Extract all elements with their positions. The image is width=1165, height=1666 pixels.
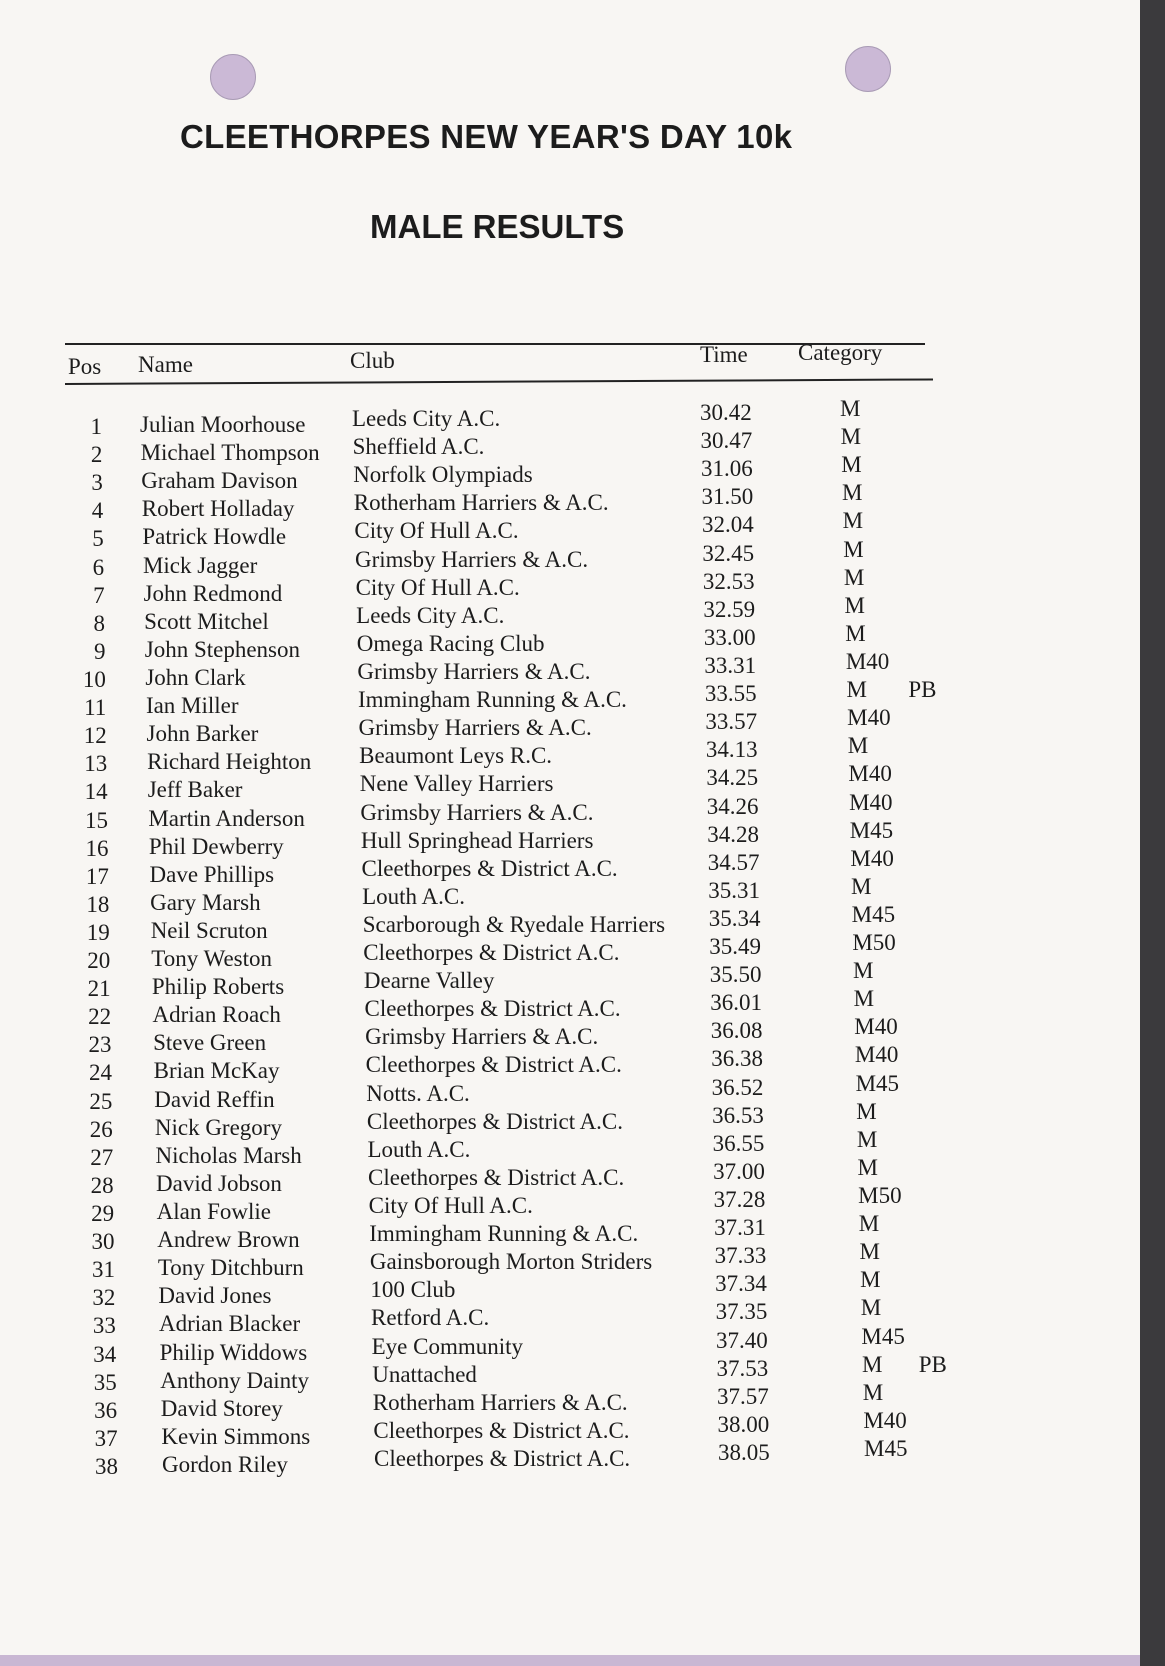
cell-time: 36.01 (710, 990, 762, 1016)
cell-time: 33.00 (703, 624, 756, 650)
cell-name: Graham Davison (141, 468, 298, 494)
cell-category: M40 (850, 845, 894, 871)
cell-pos: 1 (90, 414, 102, 439)
cell-time: 31.06 (700, 456, 753, 482)
cell-category: M40 (854, 1014, 898, 1040)
cell-pos: 19 (86, 919, 110, 945)
cell-pos: 18 (86, 891, 110, 917)
cell-name: Nick Gregory (154, 1114, 282, 1140)
cell-category: M (840, 424, 862, 450)
cell-pos: 24 (88, 1060, 112, 1086)
cell-pos: 11 (84, 695, 107, 721)
cell-time: 37.33 (714, 1243, 767, 1269)
cell-club: Leeds City A.C. (356, 602, 505, 628)
cell-category: M45 (849, 817, 894, 843)
header-bottom-rule (65, 378, 933, 385)
cell-category: M (860, 1267, 881, 1293)
cell-note: PB (908, 677, 937, 703)
cell-category: M (856, 1126, 878, 1152)
cell-name: Ian Miller (145, 693, 239, 719)
cell-pos: 20 (87, 948, 111, 974)
cell-club: Cleethorpes & District A.C. (365, 1052, 622, 1078)
cell-club: Leeds City A.C. (352, 406, 501, 431)
cell-pos: 28 (90, 1172, 114, 1198)
cell-name: Alan Fowlie (156, 1199, 271, 1225)
cell-category: M40 (863, 1407, 907, 1433)
cell-club: Gainsborough Morton Striders (369, 1249, 653, 1275)
cell-time: 36.55 (712, 1130, 765, 1156)
cell-name: Brian McKay (153, 1058, 280, 1084)
cell-category: M (846, 677, 867, 703)
cell-name: Dave Phillips (149, 861, 275, 887)
cell-name: Adrian Roach (152, 1002, 281, 1028)
cell-club: Cleethorpes & District A.C. (368, 1164, 625, 1190)
cell-pos: 35 (93, 1369, 117, 1395)
cell-pos: 8 (93, 610, 106, 636)
cell-name: Scott Mitchel (144, 608, 269, 634)
cell-pos: 26 (89, 1116, 113, 1142)
cell-name: Richard Heighton (147, 749, 312, 775)
cell-category: M (859, 1239, 880, 1265)
cell-category: M40 (854, 1042, 899, 1068)
cell-pos: 16 (85, 835, 109, 861)
cell-category: M (858, 1211, 880, 1237)
cell-club: City Of Hull A.C. (355, 574, 520, 600)
cell-club: Sheffield A.C. (352, 434, 485, 460)
cell-club: Grimsby Harriers & A.C. (365, 1024, 599, 1050)
cell-name: Gary Marsh (150, 889, 261, 915)
cell-category: M40 (847, 705, 891, 731)
cell-time: 32.59 (703, 596, 756, 622)
cell-time: 34.13 (705, 737, 758, 763)
cell-name: Michael Thompson (140, 440, 320, 466)
cell-name: Martin Anderson (148, 805, 305, 831)
cell-club: Immingham Running & A.C. (357, 687, 627, 713)
cell-category: M (860, 1295, 882, 1321)
cell-name: Julian Moorhouse (140, 412, 306, 437)
cell-name: Robert Holladay (141, 496, 295, 522)
cell-time: 34.26 (706, 793, 759, 819)
cell-pos: 34 (93, 1341, 117, 1367)
cell-pos: 22 (88, 1004, 112, 1030)
cell-club: Beaumont Leys R.C. (359, 743, 553, 769)
cell-category: M (841, 480, 863, 506)
cell-category: M50 (852, 930, 896, 956)
cell-club: Notts. A.C. (366, 1080, 470, 1106)
cell-name: Jeff Baker (147, 777, 243, 803)
cell-name: Mick Jagger (142, 552, 258, 578)
cell-category: M (840, 396, 861, 421)
cell-club: Cleethorpes & District A.C. (366, 1108, 624, 1134)
cell-category: M40 (848, 761, 892, 787)
punch-hole-right (845, 46, 891, 92)
header-name: Name (138, 352, 193, 377)
cell-time: 30.47 (700, 428, 753, 454)
cell-pos: 2 (90, 442, 103, 468)
cell-club: Omega Racing Club (356, 630, 545, 656)
cell-time: 37.34 (715, 1271, 767, 1297)
cell-club: 100 Club (370, 1277, 456, 1303)
cell-club: Scarborough & Ryedale Harriers (362, 911, 666, 937)
cell-time: 36.08 (710, 1018, 763, 1044)
cell-club: Retford A.C. (371, 1305, 490, 1331)
cell-pos: 33 (92, 1313, 116, 1339)
cell-pos: 6 (92, 554, 105, 580)
cell-category: M (845, 620, 866, 646)
cell-pos: 25 (89, 1088, 113, 1114)
cell-pos: 5 (92, 526, 104, 552)
cell-name: Neil Scruton (150, 917, 268, 943)
cell-category: M (853, 986, 875, 1012)
cell-time: 35.49 (709, 934, 761, 960)
cell-club: Grimsby Harriers & A.C. (357, 658, 591, 684)
punch-hole-left (210, 54, 256, 100)
cell-category: M (852, 958, 874, 984)
cell-pos: 13 (84, 751, 108, 777)
cell-club: Dearne Valley (363, 968, 495, 994)
cell-time: 38.00 (717, 1411, 770, 1437)
cell-note: PB (918, 1351, 947, 1377)
cell-category: M (843, 564, 865, 590)
cell-pos: 3 (91, 470, 103, 496)
cell-pos: 29 (91, 1201, 115, 1227)
cell-category: M45 (864, 1436, 908, 1461)
cell-club: Cleethorpes & District A.C. (364, 996, 621, 1022)
header-club: Club (350, 348, 395, 373)
cell-name: Phil Dewberry (148, 833, 284, 859)
cell-club: Rotherham Harriers & A.C. (353, 490, 609, 516)
cell-category: M45 (851, 901, 896, 927)
cell-name: John Clark (145, 664, 246, 690)
cell-time: 35.31 (708, 877, 761, 903)
cell-club: Grimsby Harriers & A.C. (360, 799, 594, 825)
page-subtitle: MALE RESULTS (370, 208, 625, 245)
cell-club: City Of Hull A.C. (354, 518, 519, 544)
cell-time: 30.42 (700, 400, 752, 425)
page-edge-shadow (1140, 0, 1165, 1666)
cell-time: 38.05 (718, 1440, 770, 1465)
cell-category: M (862, 1379, 884, 1405)
header-category: Category (798, 340, 883, 365)
cell-club: Norfolk Olympiads (353, 462, 533, 488)
cell-club: Eye Community (371, 1333, 524, 1359)
cell-club: Cleethorpes & District A.C. (373, 1417, 630, 1443)
cell-time: 31.50 (701, 484, 754, 510)
cell-name: Anthony Dainty (160, 1367, 310, 1393)
cell-pos: 36 (94, 1397, 118, 1423)
cell-time: 37.28 (713, 1187, 766, 1213)
cell-club: Grimsby Harriers & A.C. (358, 715, 592, 741)
cell-pos: 27 (90, 1144, 114, 1170)
header-pos: Pos (68, 354, 102, 379)
cell-club: Immingham Running & A.C. (369, 1221, 639, 1247)
cell-name: John Redmond (143, 580, 283, 606)
cell-time: 35.50 (709, 962, 762, 988)
cell-pos: 15 (85, 807, 109, 833)
cell-time: 36.53 (712, 1102, 764, 1128)
cell-category: M (856, 1098, 877, 1124)
cell-name: Kevin Simmons (161, 1423, 311, 1449)
cell-category: M45 (855, 1070, 900, 1096)
cell-club: Rotherham Harriers & A.C. (372, 1389, 628, 1415)
page-title: CLEETHORPES NEW YEAR'S DAY 10k (180, 118, 793, 155)
cell-name: Andrew Brown (157, 1227, 300, 1253)
cell-club: Hull Springhead Harriers (360, 827, 594, 853)
cell-club: Nene Valley Harriers (359, 771, 554, 797)
cell-category: M40 (845, 648, 890, 674)
cell-name: Steve Green (153, 1030, 267, 1056)
cell-time: 33.55 (704, 681, 757, 707)
cell-name: Nicholas Marsh (155, 1142, 302, 1168)
cell-category: M (851, 873, 872, 899)
cell-club: Cleethorpes & District A.C. (363, 940, 620, 966)
cell-name: David Jones (158, 1283, 272, 1309)
cell-name: Tony Weston (151, 946, 272, 972)
cell-time: 37.00 (713, 1158, 765, 1184)
cell-category: M (862, 1351, 883, 1377)
cell-time: 34.28 (707, 821, 760, 847)
cell-club: Cleethorpes & District A.C. (361, 855, 618, 881)
cell-name: Gordon Riley (162, 1452, 288, 1477)
cell-name: David Jobson (156, 1170, 282, 1196)
cell-time: 37.35 (715, 1299, 768, 1325)
cell-pos: 10 (82, 666, 106, 692)
cell-pos: 9 (93, 638, 106, 664)
cell-time: 32.04 (701, 512, 754, 538)
cell-club: Grimsby Harriers & A.C. (354, 546, 589, 572)
cell-category: M (843, 536, 864, 562)
cell-name: Tony Ditchburn (157, 1255, 304, 1281)
cell-time: 36.38 (711, 1046, 763, 1072)
cell-category: M50 (858, 1183, 902, 1209)
cell-category: M45 (861, 1323, 905, 1349)
cell-club: Louth A.C. (362, 883, 465, 909)
cell-club: Cleethorpes & District A.C. (374, 1446, 631, 1471)
cell-name: John Stephenson (144, 636, 300, 662)
cell-category: M (841, 452, 862, 478)
cell-pos: 38 (95, 1454, 118, 1479)
cell-pos: 17 (85, 863, 109, 889)
cell-club: Unattached (372, 1361, 477, 1387)
cell-pos: 23 (88, 1032, 112, 1058)
cell-time: 35.34 (708, 905, 761, 931)
cell-pos: 4 (91, 498, 104, 524)
cell-time: 34.57 (707, 849, 760, 875)
cell-category: M40 (849, 789, 893, 815)
cell-time: 37.31 (714, 1215, 766, 1241)
cell-time: 33.57 (705, 709, 758, 735)
cell-time: 37.53 (716, 1355, 769, 1381)
cell-name: Adrian Blacker (159, 1311, 301, 1337)
cell-pos: 14 (84, 779, 108, 805)
cell-pos: 30 (91, 1229, 115, 1255)
cell-name: John Barker (146, 721, 259, 747)
cell-category: M (857, 1154, 878, 1180)
cell-name: David Storey (160, 1395, 283, 1421)
cell-time: 37.57 (717, 1383, 769, 1409)
cell-time: 37.40 (716, 1327, 768, 1353)
cell-category: M (842, 508, 864, 534)
cell-time: 33.31 (704, 652, 757, 678)
header-time: Time (700, 342, 748, 367)
cell-club: Louth A.C. (367, 1136, 471, 1162)
header-top-rule (65, 343, 925, 345)
cell-category: M (844, 592, 865, 618)
cell-pos: 32 (92, 1285, 116, 1311)
cell-name: Philip Widdows (159, 1339, 308, 1365)
cell-pos: 7 (93, 582, 105, 608)
cell-time: 32.45 (702, 540, 755, 566)
cell-name: Patrick Howdle (142, 524, 287, 550)
cell-pos: 37 (94, 1425, 118, 1451)
cell-name: David Reffin (154, 1086, 275, 1112)
cell-pos: 21 (87, 976, 111, 1002)
cell-club: City Of Hull A.C. (368, 1193, 533, 1219)
cell-category: M (847, 733, 869, 759)
cell-time: 32.53 (702, 568, 755, 594)
cell-pos: 12 (83, 723, 107, 749)
page-bottom-edge (0, 1655, 1140, 1666)
cell-name: Philip Roberts (151, 974, 285, 1000)
cell-time: 36.52 (711, 1074, 764, 1100)
cell-time: 34.25 (706, 765, 759, 791)
cell-pos: 31 (91, 1257, 115, 1283)
